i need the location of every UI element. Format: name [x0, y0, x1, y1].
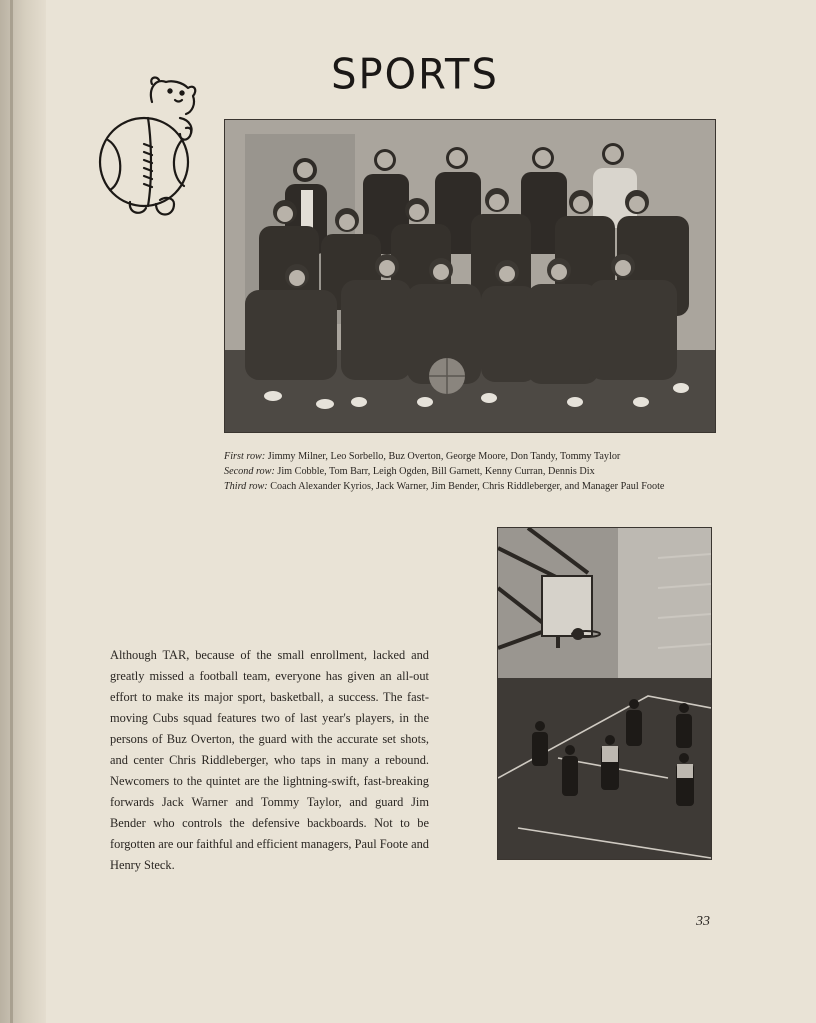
- caption-first-row: [224, 449, 724, 464]
- caption-names: Coach Alexander Kyrios, Jack Warner, Jim Bender, Chris Riddleberger, and Manager Paul Foote: [270, 481, 665, 492]
- team-photo-captions: [224, 449, 724, 494]
- caption-third-row: [224, 479, 724, 494]
- caption-label: Third row:: [224, 481, 268, 492]
- team-photo: [224, 119, 716, 433]
- caption-second-row: [224, 464, 724, 479]
- page-title: SPORTS: [331, 50, 499, 100]
- basketball-game-photo: [497, 527, 712, 860]
- bear-holding-basketball-icon: [94, 74, 206, 230]
- caption-label: Second row:: [224, 466, 275, 477]
- caption-names: Jim Cobble, Tom Barr, Leigh Ogden, Bill Garnett, Kenny Curran, Dennis Dix: [277, 466, 595, 477]
- caption-names: Jimmy Milner, Leo Sorbello, Buz Overton, George Moore, Don Tandy, Tommy Taylor: [267, 451, 621, 462]
- article-paragraph: Although TAR, because of the small enrollment, lacked and greatly missed a football team, everyone has given an all-out effort to make its major sport, basketball, a success. The fast-moving Cubs squad features two of last year's players, in the persons of Buz Overton, the guard with the accurate set shots, and center Chris Riddleberger, who taps in many a rebound. Newcomers to the quintet are the lightning-swift, fast-breaking forwards Jack Warner and Tommy Taylor, and guard Jim Bender who controls the defensive backboards. Not to be forgotten are our faithful and efficient managers, Paul Foote and Henry Steck.: [110, 648, 429, 873]
- page-edge: [10, 0, 13, 1023]
- book-binding-shadow: [0, 0, 46, 1023]
- caption-label: First row:: [224, 451, 266, 462]
- page-number: 33: [696, 914, 710, 929]
